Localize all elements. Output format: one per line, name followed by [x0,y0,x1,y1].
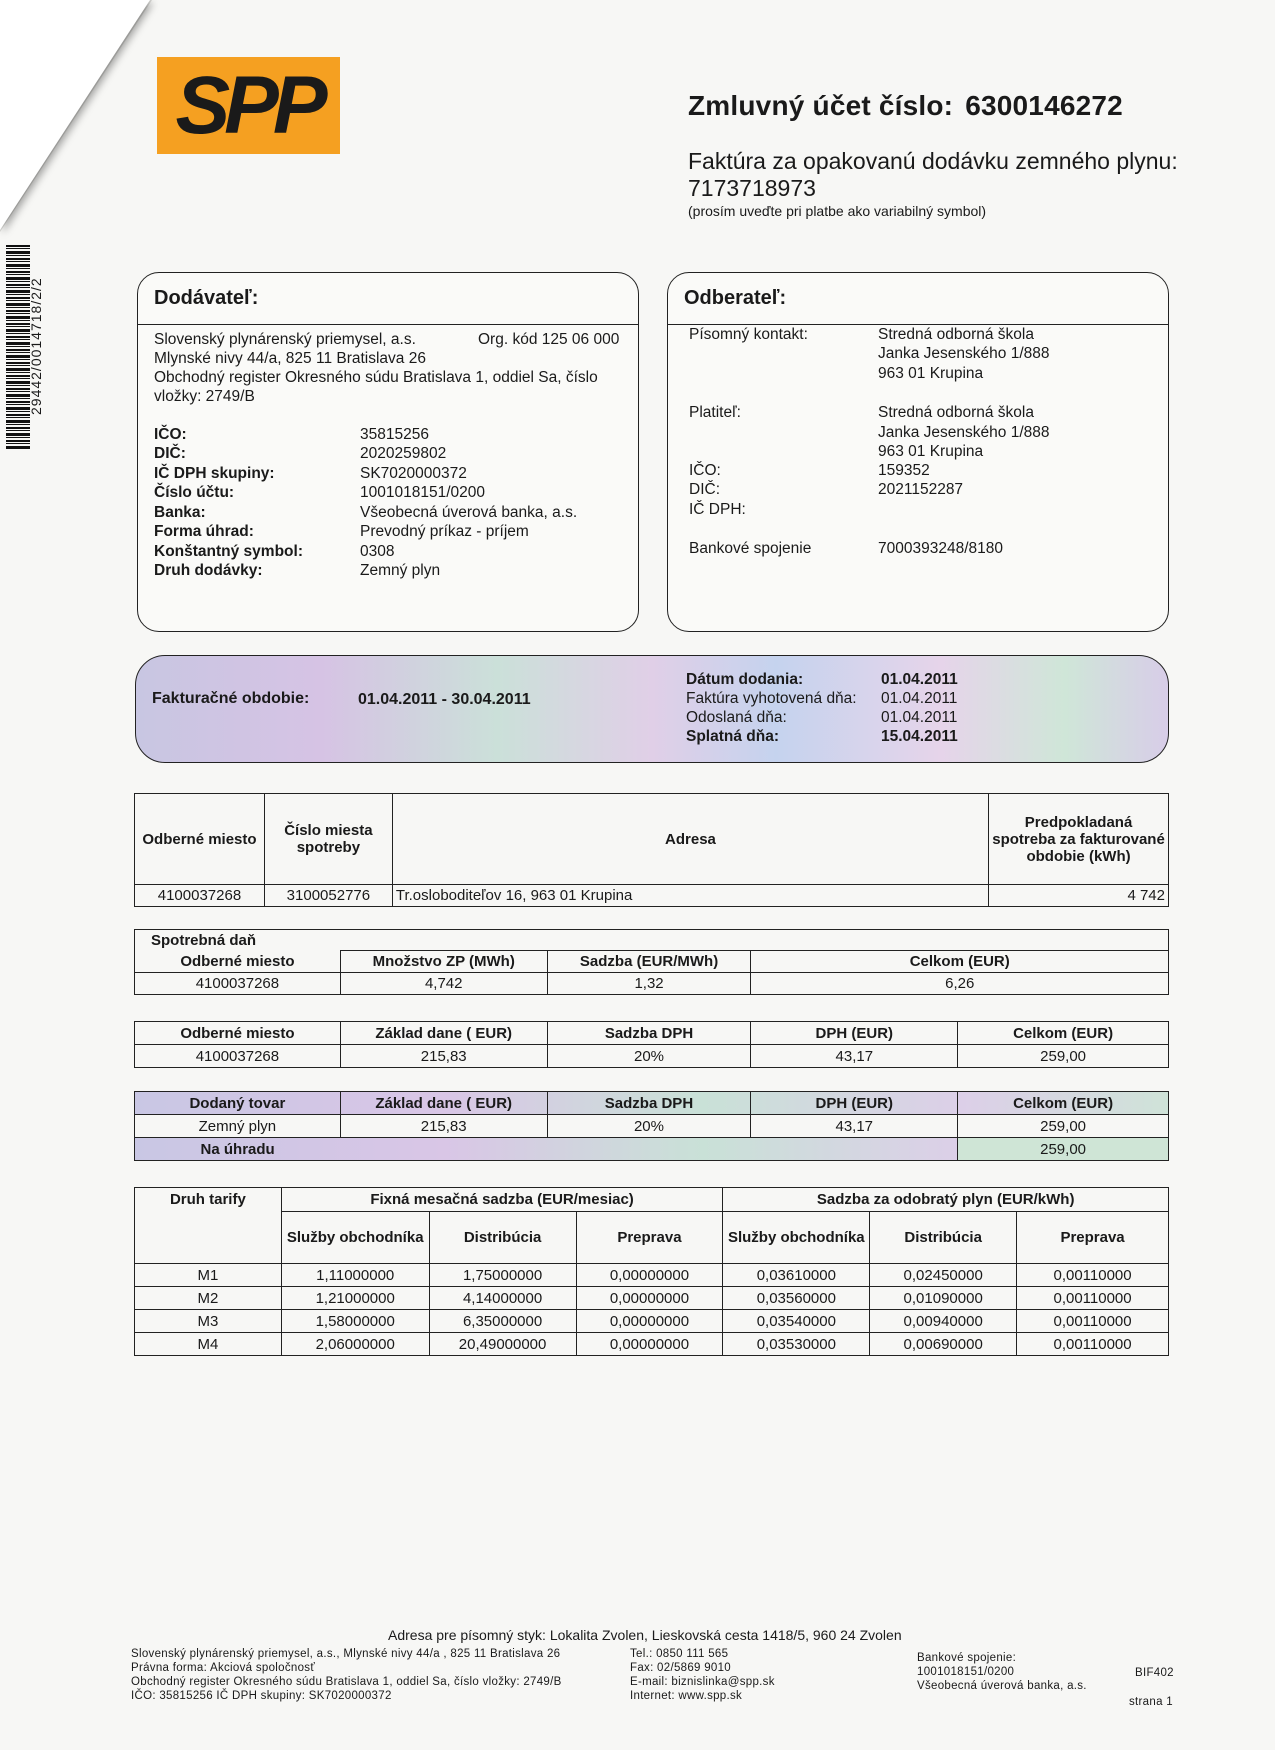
cell-goods: Zemný plyn [135,1115,341,1138]
due-date-label: Splatná dňa: [686,728,780,745]
form-code: BIF402 [1135,1667,1174,1679]
cell-value: 0,00690000 [870,1333,1017,1356]
col-delivery-point: Odberné miesto [135,794,265,885]
cell-value: 0,00000000 [576,1287,723,1310]
customer-title: Odberateľ: [668,273,1168,325]
payer-line: Janka Jesenského 1/888 [878,424,1050,441]
col-vat-rate: Sadzba DPH [547,1092,751,1115]
table-header-row [135,1092,1169,1115]
cell-value: 0,03560000 [723,1287,870,1310]
footer-company [131,1647,562,1703]
supplier-field-value: 2020259802 [360,445,447,462]
footer-website: Internet: www.spp.sk [630,1690,743,1702]
col-usage-transport: Preprava [1017,1212,1169,1264]
cell-value: 2,06000000 [281,1333,429,1356]
footer-phone: Tel.: 0850 111 565 [630,1648,729,1660]
col-consumption-point: Číslo miesta spotreby [264,794,392,885]
cell-value: 0,03540000 [723,1310,870,1333]
cell-value: 0,00000000 [576,1264,723,1287]
cell-value: 0,03530000 [723,1333,870,1356]
cell-value: 0,03610000 [723,1264,870,1287]
customer-bank: 7000393248/8180 [878,540,1003,557]
cell-value: 1,11000000 [281,1264,429,1287]
spp-logo [157,57,340,154]
cell-value: 0,00110000 [1017,1287,1169,1310]
contact-line: 963 01 Krupina [878,365,984,382]
customer-icdph-label: IČ DPH: [689,501,746,518]
cell-value: 0,00110000 [1017,1310,1169,1333]
col-total: Celkom (EUR) [958,1092,1169,1115]
table-row [135,1264,1169,1287]
cell-address: Tr.osloboditeľov 16, 963 01 Krupina [392,885,988,907]
cell-value: 20,49000000 [429,1333,576,1356]
cell-value: 1,21000000 [281,1287,429,1310]
footer-bank-line: 1001018151/0200 [917,1666,1015,1678]
contact-label: Písomný kontakt: [689,326,808,343]
col-usage-merchant: Služby obchodníka [723,1212,870,1264]
footer-contact [630,1647,775,1703]
cell-delivery-point: 4100037268 [135,973,341,995]
delivered-goods-table [134,1091,1169,1161]
group-usage-rate: Sadzba za odobratý plyn (EUR/kWh) [723,1188,1169,1212]
payer-label: Platiteľ: [689,404,741,421]
col-delivery-point: Odberné miesto [135,1022,341,1045]
page-number: strana 1 [1129,1696,1173,1708]
supplier-title: Dodávateľ: [138,273,638,325]
supplier-name: Slovenský plynárenský priemysel, a.s. [154,331,416,348]
supplier-field-label: Druh dodávky: [154,562,263,579]
cell-value: 0,02450000 [870,1264,1017,1287]
cell-value: 1,75000000 [429,1264,576,1287]
table-header-row [135,1212,1169,1264]
footer-company-line: Právna forma: Akciová spoločnosť [131,1662,315,1674]
table-row [135,1115,1169,1138]
col-tariff: Druh tarify [135,1188,282,1264]
customer-dic-label: DIČ: [689,481,720,498]
cell-tariff: M2 [135,1287,282,1310]
cell-tariff: M4 [135,1333,282,1356]
cell-value: 0,01090000 [870,1287,1017,1310]
cell-value: 0,00940000 [870,1310,1017,1333]
cell-value: 0,00000000 [576,1310,723,1333]
cell-delivery-point: 4100037268 [135,1045,341,1068]
cell-tariff: M3 [135,1310,282,1333]
cell-vat-rate: 20% [547,1115,751,1138]
logo-text: SPP [175,59,322,151]
vat-table [134,1021,1169,1068]
cell-total: 259,00 [958,1115,1169,1138]
consumption-table [134,793,1169,907]
invoice-number: 7173718973 [688,175,816,201]
supplier-org-code: Org. kód 125 06 000 [478,331,620,348]
group-fixed-rate: Fixná mesačná sadzba (EUR/mesiac) [281,1188,723,1212]
table-row [135,885,1169,907]
cell-vat-rate: 20% [547,1045,751,1068]
invoice-title: Faktúra za opakovanú dodávku zemného plynu: [688,148,1178,174]
excise-tax-table [134,929,1169,995]
variable-symbol-note: (prosím uveďte pri platbe ako variabilný symbol) [688,203,987,219]
footer-company-line: Obchodný register Okresného súdu Bratislava 1, oddiel Sa, číslo vložky: 2749/B [131,1676,562,1688]
col-vat: DPH (EUR) [751,1092,958,1115]
table-row [135,1045,1169,1068]
col-fixed-merchant: Služby obchodníka [281,1212,429,1264]
table-row [135,1333,1169,1356]
payer-line: 963 01 Krupina [878,443,984,460]
cell-tariff: M1 [135,1264,282,1287]
supplier-field-value: Prevodný príkaz - príjem [360,523,529,540]
supplier-field-value: Zemný plyn [360,562,441,579]
footer-bank-line: Všeobecná úverová banka, a.s. [917,1680,1087,1692]
supplier-address: Mlynské nivy 44/a, 825 11 Bratislava 26 [154,350,426,367]
table-row [135,1310,1169,1333]
contact-line: Janka Jesenského 1/888 [878,345,1050,362]
footer-company-line: IČO: 35815256 IČ DPH skupiny: SK7020000372 [131,1690,392,1702]
sent-date: 01.04.2011 [881,709,958,726]
cell-tax-base: 215,83 [340,1045,547,1068]
page-folded-corner [0,0,150,230]
cell-value: 0,00000000 [576,1333,723,1356]
col-tax-base: Základ dane ( EUR) [340,1022,547,1045]
supplier-field-label: Číslo účtu: [154,484,235,501]
col-vat-rate: Sadzba DPH [547,1022,751,1045]
cell-consumption-point: 3100052776 [264,885,392,907]
customer-box [667,272,1169,632]
col-delivery-point: Odberné miesto [135,951,341,973]
cell-value: 0,00110000 [1017,1264,1169,1287]
footer-bank-line: Bankové spojenie: [917,1652,1017,1664]
customer-ico-label: IČO: [689,462,721,479]
cell-delivery-point: 4100037268 [135,885,265,907]
account-heading [688,90,1123,122]
col-address: Adresa [392,794,988,885]
account-number: 6300146272 [965,90,1123,121]
cell-total: 6,26 [751,973,1169,995]
table-row [135,973,1169,995]
contact-line: Stredná odborná škola [878,326,1034,343]
period-label: Fakturačné obdobie: [152,690,310,707]
col-goods: Dodaný tovar [135,1092,341,1115]
cell-value: 0,00110000 [1017,1333,1169,1356]
supplier-field-label: Banka: [154,504,206,521]
col-usage-distribution: Distribúcia [870,1212,1017,1264]
supplier-register-2: vložky: 2749/B [154,388,255,405]
col-tax-base: Základ dane ( EUR) [340,1092,547,1115]
issued-date-label: Faktúra vyhotovená dňa: [686,690,857,707]
supplier-field-label: IČO: [154,426,187,443]
invoice-heading [688,148,1208,202]
cell-value: 6,35000000 [429,1310,576,1333]
delivery-date: 01.04.2011 [881,671,958,688]
account-label: Zmluvný účet číslo: [688,90,954,121]
excise-title: Spotrebná daň [135,930,1169,951]
bank-label: Bankové spojenie [689,540,812,557]
footer-fax: Fax: 02/5869 9010 [630,1662,732,1674]
supplier-register-1: Obchodný register Okresného súdu Bratislava 1, oddiel Sa, číslo [154,369,598,386]
cell-vat: 43,17 [751,1115,958,1138]
col-rate: Sadzba (EUR/MWh) [547,951,751,973]
tariff-table [134,1187,1169,1356]
supplier-box [137,272,639,632]
footer-email: E-mail: biznislinka@spp.sk [630,1676,775,1688]
due-date: 15.04.2011 [881,728,958,745]
supplier-field-label: IČ DPH skupiny: [154,465,275,482]
col-total: Celkom (EUR) [958,1022,1169,1045]
footer-bank [917,1651,1087,1693]
col-expected-consumption: Predpokladaná spotreba za fakturované obdobie (kWh) [989,794,1169,885]
supplier-field-value: SK7020000372 [360,465,467,482]
cell-vat: 43,17 [751,1045,958,1068]
supplier-field-value: 35815256 [360,426,429,443]
table-row [135,1287,1169,1310]
payer-line: Stredná odborná škola [878,404,1034,421]
supplier-field-value: Všeobecná úverová banka, a.s. [360,504,578,521]
supplier-field-label: DIČ: [154,445,186,462]
total-spacer [340,1138,957,1161]
supplier-field-label: Konštantný symbol: [154,543,303,560]
col-total: Celkom (EUR) [751,951,1169,973]
supplier-field-label: Forma úhrad: [154,523,254,540]
footer-mail-address: Adresa pre písomný styk: Lokalita Zvolen, Lieskovská cesta 1418/5, 960 24 Zvolen [388,1627,902,1643]
cell-total: 259,00 [958,1045,1169,1068]
table-header-row [135,794,1169,885]
supplier-field-value: 1001018151/0200 [360,484,485,501]
customer-ico: 159352 [878,462,930,479]
total-row [135,1138,1169,1161]
period-value: 01.04.2011 - 30.04.2011 [358,691,531,708]
cell-tax-base: 215,83 [340,1115,547,1138]
sent-date-label: Odoslaná dňa: [686,709,787,726]
table-group-header-row [135,1188,1169,1212]
issued-date: 01.04.2011 [881,690,958,707]
barcode [6,245,30,450]
col-fixed-transport: Preprava [576,1212,723,1264]
barcode-text: 29442/0014718/2/2 [28,277,44,415]
billing-period-band [135,655,1169,763]
delivery-date-label: Dátum dodania: [686,671,804,688]
col-vat: DPH (EUR) [751,1022,958,1045]
col-fixed-distribution: Distribúcia [429,1212,576,1264]
total-amount: 259,00 [958,1138,1169,1161]
table-header-row [135,1022,1169,1045]
table-header-row [135,951,1169,973]
footer-company-line: Slovenský plynárenský priemysel, a.s., Mlynské nivy 44/a , 825 11 Bratislava 26 [131,1648,561,1660]
cell-expected-consumption: 4 742 [989,885,1169,907]
cell-value: 1,58000000 [281,1310,429,1333]
total-label: Na úhradu [135,1138,341,1161]
col-quantity: Množstvo ZP (MWh) [340,951,547,973]
cell-value: 4,14000000 [429,1287,576,1310]
cell-quantity: 4,742 [340,973,547,995]
supplier-field-value: 0308 [360,543,395,560]
customer-dic: 2021152287 [878,481,964,498]
cell-rate: 1,32 [547,973,751,995]
